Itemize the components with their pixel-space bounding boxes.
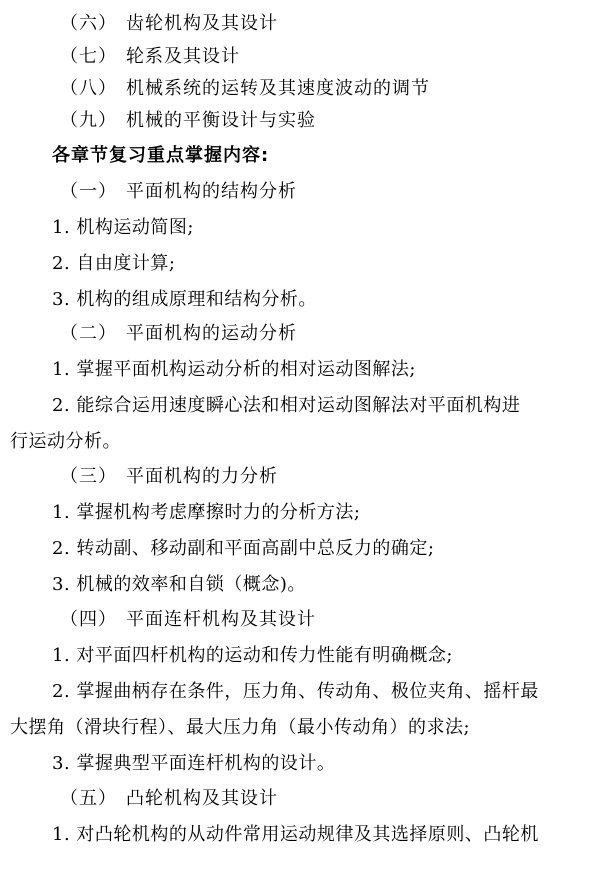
section-1-item-1: 1. 机构运动简图; — [52, 217, 194, 238]
section-title: 平面机构的力分析 — [126, 466, 278, 487]
section-number: （一） — [60, 181, 117, 202]
section-2-item-1: 1. 掌握平面机构运动分析的相对运动图解法; — [52, 359, 416, 380]
section-number: （二） — [60, 323, 117, 344]
section-5-item-1: 1. 对凸轮机构的从动件常用运动规律及其选择原则、凸轮机 — [52, 824, 539, 845]
section-5-heading — [60, 787, 278, 811]
chapter-number: （七） — [60, 46, 117, 67]
section-4-item-2-cont: 大摆角（滑块行程）、最大压力角（最小传动角）的求法; — [10, 717, 471, 738]
review-heading: 各章节复习重点掌握内容: — [52, 145, 270, 166]
section-number: （五） — [60, 788, 117, 809]
section-2-item-2-cont: 行运动分析。 — [10, 431, 121, 452]
chapter-title: 轮系及其设计 — [126, 46, 240, 67]
section-title: 凸轮机构及其设计 — [126, 788, 278, 809]
chapter-6 — [60, 12, 278, 36]
section-4-item-2: 2. 掌握曲柄存在条件，压力角、传动角、极位夹角、摇杆最 — [52, 681, 539, 702]
chapter-title: 机械的平衡设计与实验 — [126, 110, 316, 131]
section-3-item-2: 2. 转动副、移动副和平面高副中总反力的确定; — [52, 538, 435, 559]
chapter-number: （六） — [60, 13, 117, 34]
section-1-item-2: 2. 自由度计算; — [52, 253, 176, 274]
section-3-item-1: 1. 掌握机构考虑摩擦时力的分析方法; — [52, 502, 361, 523]
chapter-title: 机械系统的运转及其速度波动的调节 — [126, 78, 430, 99]
chapter-7 — [60, 45, 240, 69]
section-title: 平面机构的运动分析 — [126, 323, 297, 344]
section-3-heading — [60, 465, 278, 489]
section-3-item-3: 3. 机械的效率和自锁（概念)。 — [52, 574, 306, 595]
section-2-heading — [60, 322, 297, 346]
chapter-title: 齿轮机构及其设计 — [126, 13, 278, 34]
section-4-item-1: 1. 对平面四杆机构的运动和传力性能有明确概念; — [52, 645, 453, 666]
chapter-number: （九） — [60, 110, 117, 131]
section-2-item-2: 2. 能综合运用速度瞬心法和相对运动图解法对平面机构进 — [52, 395, 521, 416]
section-title: 平面机构的结构分析 — [126, 181, 297, 202]
section-1-item-3: 3. 机构的组成原理和结构分析。 — [52, 289, 317, 310]
section-number: （四） — [60, 609, 117, 630]
chapter-8 — [60, 77, 430, 101]
section-number: （三） — [60, 466, 117, 487]
section-1-heading — [60, 180, 297, 204]
section-4-item-3: 3. 掌握典型平面连杆机构的设计。 — [52, 753, 336, 774]
chapter-9 — [60, 109, 316, 133]
chapter-number: （八） — [60, 78, 117, 99]
section-4-heading — [60, 608, 316, 632]
section-title: 平面连杆机构及其设计 — [126, 609, 316, 630]
